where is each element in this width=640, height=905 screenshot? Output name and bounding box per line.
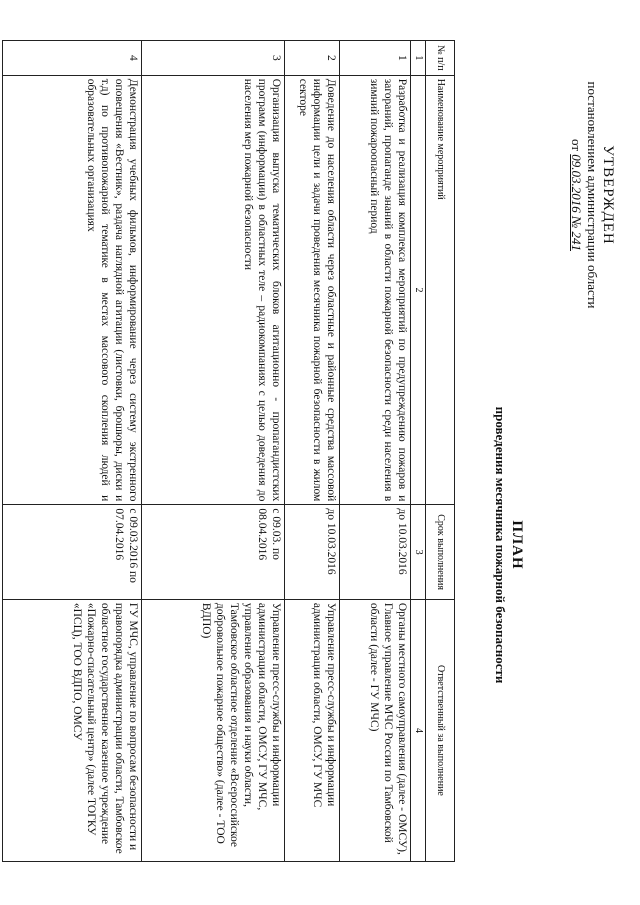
col-number: 1 bbox=[411, 41, 426, 76]
approved-title: УТВЕРЖДЕН bbox=[600, 145, 616, 245]
row-term: с 09.03. по 08.04.2016 bbox=[142, 505, 285, 600]
date-prefix: от bbox=[569, 138, 584, 151]
header-term: Срок выполнения bbox=[426, 505, 455, 600]
table-row bbox=[142, 41, 285, 862]
row-num: 2 bbox=[285, 41, 340, 76]
plan-title: ПЛАН bbox=[509, 520, 525, 570]
table-row bbox=[340, 41, 411, 862]
row-resp: Управление пресс-службы и информации администрации области, ОМСУ, ГУ МЧС bbox=[285, 599, 340, 861]
row-name: Доведение до населения области через областные и районные средства массовой информации цели и задачи проведения месячника пожарной безопасности в жилом секторе bbox=[285, 75, 340, 505]
row-resp: Управление пресс-службы и информации администрации области, ОМСУ, ГУ МЧС, управление образования и науки области, Тамбовское областное отделение «Всероссийское добровольное пожарное общество» (далее - ТОО ВДПО) bbox=[142, 599, 285, 861]
col-number: 3 bbox=[411, 505, 426, 600]
date-signature: 09.03.2016 № 241 bbox=[569, 154, 584, 252]
approved-date bbox=[568, 30, 584, 360]
plan-subtitle: проведения месячника пожарной безопасности bbox=[493, 406, 508, 684]
row-resp: ГУ МЧС, управление по вопросам безопасности и правопорядка администрации области, Тамбовское областное государственное казенное учреждение «Пожарно-спасательный центр» (далее ТОГКУ «ПСЦ), ТОО ВДПО, ОМСУ bbox=[3, 599, 142, 861]
row-name: Разработка и реализация комплекса мероприятий по предупреждению пожаров и загораний, пропаганде знаний в области пожарной безопасности среди населения в зимний пожароопасный период bbox=[340, 75, 411, 505]
row-term: до 10.03.2016 bbox=[340, 505, 411, 600]
row-name: Организация выпуска тематических блоков агитационно - пропагандистских программ (информации) в областных теле – радиокомпаниях с целью доведения до населения мер пожарной безопасности bbox=[142, 75, 285, 505]
row-term: с 09.03.2016 по 07.04.2016 bbox=[3, 505, 142, 600]
column-number-row bbox=[411, 41, 426, 862]
header-row bbox=[426, 41, 455, 862]
row-term: до 10.03.2016 bbox=[285, 505, 340, 600]
table-row bbox=[285, 41, 340, 862]
row-resp: Органы местного самоуправления (далее - ОМСУ), Главное управление МЧС России по Тамбовской области (далее - ГУ МЧС) bbox=[340, 599, 411, 861]
approved-by: постановлением администрации области bbox=[585, 81, 600, 309]
row-num: 3 bbox=[142, 41, 285, 76]
row-name: Демонстрация учебных фильмов, информирование через систему экстренного оповещения «Вестник», раздача наглядной агитации (листовки, брошюры, диски и т.д) по противопожарной тематике в местах массового скопления людей и образовательных организациях bbox=[3, 75, 142, 505]
row-num: 1 bbox=[340, 41, 411, 76]
header-name: Наименование мероприятий bbox=[426, 75, 455, 505]
plan-title-block bbox=[492, 330, 525, 760]
header-resp: Ответственный за выполнение bbox=[426, 599, 455, 861]
col-number: 4 bbox=[411, 599, 426, 861]
approval-block bbox=[568, 30, 616, 360]
col-number: 2 bbox=[411, 75, 426, 505]
header-num: № п/п bbox=[426, 41, 455, 76]
table-row bbox=[3, 41, 142, 862]
plan-table bbox=[2, 40, 455, 862]
row-num: 4 bbox=[3, 41, 142, 76]
